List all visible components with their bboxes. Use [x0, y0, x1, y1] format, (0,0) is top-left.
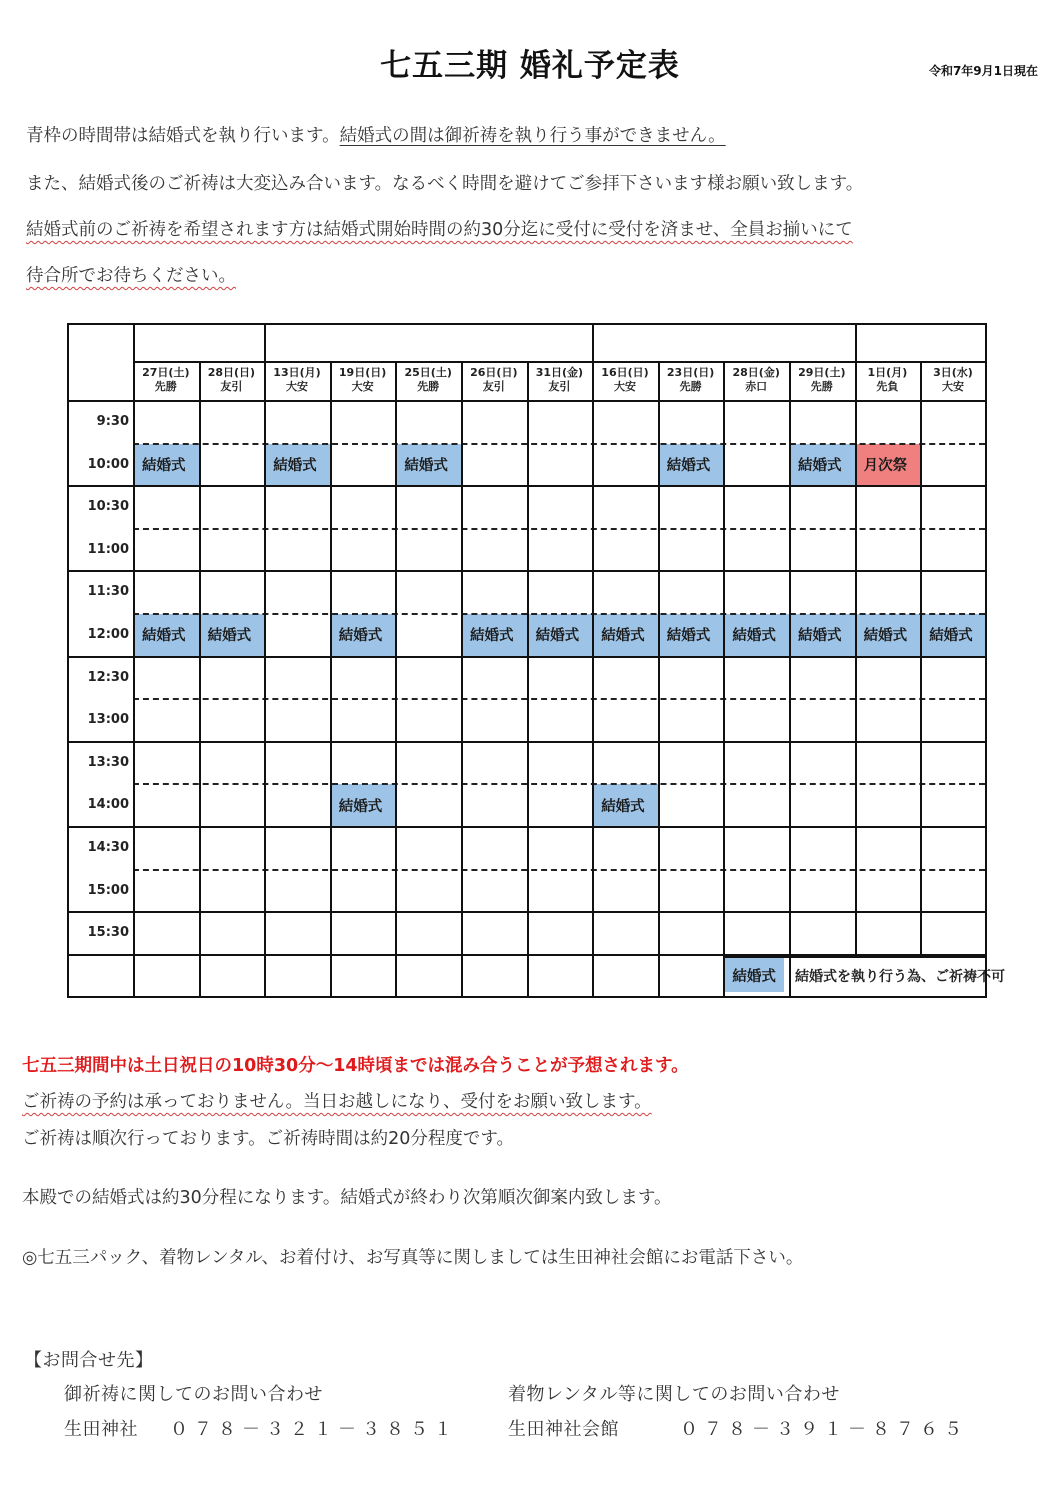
legend-description: 結婚式を執り行う為、ご祈祷不可 — [795, 968, 1005, 985]
note-prayer-duration: ご祈祷は順次行っております。ご祈祷時間は約20分程度です。 — [22, 1129, 514, 1149]
day-rokuyo: 先勝 — [810, 380, 833, 393]
time-label: 10:00 — [87, 456, 129, 472]
grid-vline — [330, 361, 332, 996]
wedding-cell: 結婚式 — [724, 614, 789, 656]
day-date: 31日(金) — [535, 366, 584, 379]
note-wedding-duration: 本殿での結婚式は約30分程になります。結婚式が終わり次第順次御案内致します。 — [22, 1188, 672, 1208]
wedding-cell: 結婚式 — [331, 614, 396, 656]
intro-line-1-underlined: 結婚式の間は御祈祷を執り行う事ができません。 — [339, 126, 726, 146]
day-rokuyo: 先勝 — [154, 380, 177, 393]
day-date: 3日(水) — [933, 366, 973, 379]
grid-hline — [67, 323, 985, 325]
grid-vline — [264, 323, 266, 996]
day-rokuyo: 大安 — [351, 380, 374, 393]
time-label: 15:30 — [87, 925, 129, 941]
day-header — [658, 366, 724, 394]
wedding-cell: 結婚式 — [921, 614, 986, 656]
time-label: 13:00 — [87, 712, 129, 728]
grid-vline — [855, 323, 857, 954]
day-date: 25日(土) — [404, 366, 452, 379]
day-rokuyo: 大安 — [285, 380, 308, 393]
time-label: 12:30 — [87, 669, 129, 685]
day-header — [527, 366, 593, 394]
wedding-cell: 結婚式 — [396, 444, 461, 486]
time-label: 15:00 — [87, 882, 129, 898]
intro-line-1-plain: 青枠の時間帯は結婚式を執り行います。 — [26, 126, 340, 146]
time-label: 12:00 — [87, 627, 129, 642]
wedding-cell: 結婚式 — [134, 614, 199, 656]
day-header — [723, 366, 789, 394]
intro-line-3: 結婚式前のご祈祷を希望されます方は結婚式開始時間の約30分迄に受付に受付を済ませ、全員お揃いにて — [26, 220, 853, 240]
legend-swatch-label: 結婚式 — [732, 968, 776, 985]
festival-cell: 月次祭 — [856, 444, 921, 486]
day-date: 13日(月) — [273, 366, 321, 379]
day-header — [855, 366, 921, 394]
day-header — [264, 366, 330, 394]
grid-vline — [461, 361, 463, 996]
note-reservation: ご祈祷の予約は承っておりません。当日お越しになり、受付をお願い致します。 — [22, 1092, 652, 1112]
wedding-cell: 結婚式 — [790, 614, 855, 656]
grid-dash-line — [133, 613, 985, 615]
grid-vline — [658, 361, 660, 996]
time-label: 9:30 — [96, 414, 129, 429]
day-date: 29日(土) — [798, 366, 846, 379]
wedding-cell: 結婚式 — [593, 784, 658, 826]
day-rokuyo: 大安 — [613, 380, 636, 393]
note-kimono-rental: ◎七五三パック、着物レンタル、お着付け、お写真等に関しましては生田神社会館にお電話下さい。 — [22, 1248, 804, 1268]
grid-vline — [199, 361, 201, 996]
contact-prayer-title: 御祈祷に関してのお問い合わせ — [64, 1384, 323, 1405]
intro-line-4: 待合所でお待ちください。 — [26, 266, 236, 286]
grid-vline — [920, 361, 922, 954]
day-date: 19日(日) — [338, 366, 387, 379]
day-date: 28日(日) — [207, 366, 256, 379]
grid-vline — [592, 323, 594, 996]
grid-dash-line — [133, 698, 985, 700]
grid-hline — [67, 996, 985, 998]
grid-dash-line — [133, 443, 985, 445]
grid-vline — [527, 361, 529, 996]
grid-vline — [789, 361, 791, 954]
wedding-cell: 結婚式 — [265, 444, 330, 486]
day-header — [592, 366, 658, 394]
wedding-cell: 結婚式 — [528, 614, 593, 656]
day-header — [330, 366, 396, 394]
day-header — [133, 366, 199, 394]
intro-line-2: また、結婚式後のご祈祷は大変込み合います。なるべく時間を避けてご参拝下さいます様お願い致します。 — [26, 174, 864, 194]
day-rokuyo: 先負 — [876, 380, 899, 393]
wedding-cell: 結婚式 — [331, 784, 396, 826]
wedding-cell: 結婚式 — [659, 444, 724, 486]
grid-vline — [133, 323, 135, 996]
as-of-date: 令和7年9月1日現在 — [928, 64, 1038, 78]
day-date: 27日(土) — [142, 366, 190, 379]
time-label: 11:30 — [87, 584, 129, 600]
day-rokuyo: 友引 — [482, 380, 505, 393]
day-date: 23日(日) — [666, 366, 715, 379]
day-header — [461, 366, 527, 394]
legend-vline — [789, 954, 791, 997]
day-header — [395, 366, 461, 394]
day-header — [789, 366, 855, 394]
grid-vline — [395, 361, 397, 996]
day-date: 1日(月) — [867, 366, 908, 379]
day-date: 26日(日) — [470, 366, 518, 379]
grid-vline — [723, 361, 725, 996]
day-rokuyo: 赤口 — [745, 380, 768, 393]
contact-rental-title: 着物レンタル等に関してのお問い合わせ — [508, 1384, 840, 1405]
day-rokuyo: 先勝 — [417, 380, 440, 393]
day-header — [199, 366, 265, 394]
day-date: 16日(日) — [601, 366, 649, 379]
schedule-table — [67, 323, 1005, 996]
contact-rental-phone: ０７８－３９１－８７６５ — [680, 1419, 968, 1440]
legend-border — [723, 956, 985, 958]
day-date: 28日(金) — [732, 366, 780, 379]
wedding-cell: 結婚式 — [659, 614, 724, 656]
time-label: 13:30 — [87, 754, 129, 770]
contact-rental-name: 生田神社会館 — [508, 1419, 619, 1440]
day-header — [920, 366, 986, 394]
grid-dash-line — [133, 783, 985, 785]
day-rokuyo: 先勝 — [679, 380, 702, 393]
wedding-cell: 結婚式 — [790, 444, 855, 486]
wedding-cell: 結婚式 — [593, 614, 658, 656]
time-label: 11:00 — [87, 541, 129, 557]
intro-line-1 — [26, 122, 726, 147]
grid-dash-line — [133, 528, 985, 530]
contact-prayer-name: 生田神社 — [64, 1419, 138, 1440]
time-label: 14:00 — [87, 797, 129, 813]
grid-hline — [133, 361, 985, 363]
wedding-cell: 結婚式 — [134, 444, 199, 486]
day-rokuyo: 大安 — [941, 380, 964, 393]
time-label: 10:30 — [87, 499, 129, 515]
grid-dash-line — [133, 869, 985, 871]
contact-prayer-phone: ０７８－３２１－３８５１ — [170, 1419, 458, 1440]
wedding-cell: 結婚式 — [200, 614, 265, 656]
wedding-cell: 結婚式 — [462, 614, 527, 656]
day-rokuyo: 友引 — [548, 380, 571, 393]
grid-vline — [985, 323, 987, 998]
page-title: 七五三期 婚礼予定表 — [380, 48, 680, 84]
congestion-warning: 七五三期間中は土日祝日の10時30分～14時頃までは混み合うことが予想されます。 — [22, 1056, 689, 1076]
legend-vline — [723, 954, 725, 997]
time-label: 14:30 — [87, 840, 129, 855]
wedding-cell: 結婚式 — [856, 614, 921, 656]
contact-heading: 【お問合せ先】 — [24, 1350, 154, 1371]
day-rokuyo: 友引 — [220, 380, 243, 393]
